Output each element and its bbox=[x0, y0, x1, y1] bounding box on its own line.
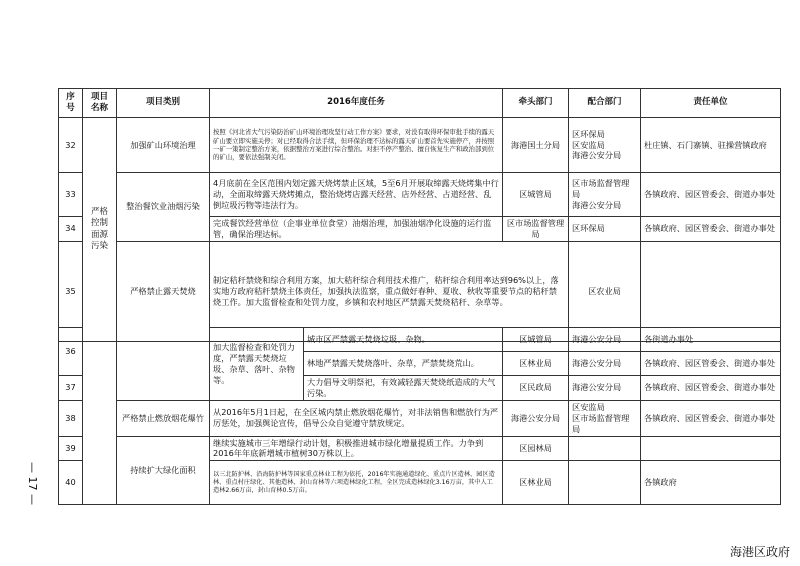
responsible-cell: 各镇政府、园区管委会、街道办事处 bbox=[641, 217, 781, 242]
partner-dept-cell: 海港公安分局 bbox=[569, 376, 641, 401]
partner-dept-cell bbox=[569, 461, 641, 505]
subcategory-cell: 加大监督检查和处罚力度，严禁露天焚烧垃圾、杂草、落叶、杂物等。 bbox=[210, 328, 304, 401]
row-number: 40 bbox=[59, 461, 83, 505]
task-cell: 城市区严禁露天焚烧垃圾、杂物。 bbox=[304, 328, 503, 352]
row-number: 34 bbox=[59, 217, 83, 242]
partner-dept-cell: 区环保局 bbox=[569, 217, 641, 242]
row-number: 35 bbox=[59, 241, 83, 341]
partner-dept-cell: 区市场监督管理局 海港公安分局 bbox=[569, 173, 641, 217]
lead-dept-cell: 区园林局 bbox=[503, 436, 569, 461]
task-cell: 完成餐饮经营单位（企事业单位食堂）油烟治理，加强油烟净化设施的运行监管，确保治理达标。 bbox=[210, 217, 503, 242]
row-number: 39 bbox=[59, 436, 83, 461]
lead-dept-cell: 区林业局 bbox=[503, 352, 569, 376]
responsible-cell: 各镇政府、园区管委会、街道办事处 bbox=[641, 376, 781, 401]
partner-dept-cell: 区环保局 区安监局 海港公安分局 bbox=[569, 118, 641, 173]
header-category: 项目类别 bbox=[117, 89, 210, 118]
row-number: 38 bbox=[59, 400, 83, 436]
partner-dept-cell bbox=[569, 436, 641, 461]
group-name: 严格 控制 面源 污染 bbox=[83, 118, 117, 342]
government-name: 海港区政府 bbox=[729, 545, 790, 559]
task-cell: 从2016年5月1日起，在全区城内禁止燃放烟花爆竹，对非法销售和燃放行为严厉惩处，加强舆论宣传，倡导公众自觉遵守禁放规定。 bbox=[210, 400, 503, 436]
lead-dept-cell: 海港国土分局 bbox=[503, 118, 569, 173]
responsible-cell: 各镇政府、园区管委会、街道办事处 bbox=[641, 400, 781, 436]
page-number: — 17 — bbox=[26, 462, 39, 505]
task-cell: 大力倡导文明祭祀，有效减轻露天焚烧纸造成的大气污染。 bbox=[304, 376, 503, 401]
row-number: 33 bbox=[59, 173, 83, 217]
header-task: 2016年度任务 bbox=[210, 89, 503, 118]
header-lead-dept: 牵头部门 bbox=[503, 89, 569, 118]
responsible-cell: 杜庄镇、石门寨镇、驻操营镇政府 bbox=[641, 118, 781, 173]
task-cell: 制定秸秆禁烧和综合利用方案，加大秸秆综合利用技术推广，秸秆综合利用率达到96%以上，落实地方政府秸秆禁烧主体责任，加强执法监察，重点做好春种、夏收、秋收等重要节点的秸秆禁烧工作。加大监督检查和处罚力度，乡镇和农村地区严禁露天焚烧秸秆、杂草等。 bbox=[210, 241, 569, 341]
row-number: 37 bbox=[59, 376, 83, 401]
lead-dept-cell: 区市场监督管理局 bbox=[503, 217, 569, 242]
task-cell: 以三北防护林、沿海防护林等国家重点林业工程为依托，2016年实施通道绿化、重点片区造林、园区造林、重点村庄绿化、其他造林、封山育林等六项造林绿化工程，全区完成造林绿化3.16万亩，其中人工造林2.66万亩，封山育林0.5万亩。 bbox=[210, 461, 503, 505]
table-row bbox=[59, 173, 781, 217]
header-serial: 序 号 bbox=[59, 89, 83, 118]
row-number: 32 bbox=[59, 118, 83, 173]
table-header-row bbox=[59, 89, 781, 118]
table-row bbox=[59, 400, 781, 436]
category-cell: 严格禁止露天焚烧 bbox=[117, 241, 210, 341]
partner-dept-cell: 海港公安分局 bbox=[569, 328, 641, 352]
lead-dept-cell: 区民政局 bbox=[503, 376, 569, 401]
partner-dept-cell: 区安监局 区市场监督管理局 bbox=[569, 400, 641, 436]
table-row bbox=[59, 436, 781, 461]
responsible-cell: 各镇政府、园区管委会、街道办事处 bbox=[641, 173, 781, 217]
responsible-cell: 各镇政府 bbox=[641, 461, 781, 505]
task-cell: 按照《河北省大气污染防治矿山环境治理攻坚行动工作方案》要求，对没有取得环保审批手续的露天矿山要立即实施关停；对已经取得合法手续，但环保治理不达标的露天矿山要首先实施停产，并按照一矿一策制定整治方案，依据整治方案进行综合整治。对拒不停产整治、擅自恢复生产和政治部到位的矿山，要依法强制关闭。 bbox=[210, 118, 503, 173]
responsible-cell: 各街道办事处 bbox=[641, 328, 781, 352]
lead-dept-cell: 区城管局 bbox=[503, 328, 569, 352]
partner-dept-cell: 海港公安分局 bbox=[569, 352, 641, 376]
task-cell: 林地严禁露天焚烧落叶、杂草，严禁焚烧荒山。 bbox=[304, 352, 503, 376]
category-cell: 严格禁止燃放烟花爆竹 bbox=[117, 400, 210, 436]
responsible-cell bbox=[641, 436, 781, 461]
lead-dept-cell: 区林业局 bbox=[503, 461, 569, 505]
category-cell: 加强矿山环境治理 bbox=[117, 118, 210, 173]
table-row bbox=[59, 118, 781, 173]
header-responsible: 责任单位 bbox=[641, 89, 781, 118]
lead-dept-cell: 区城管局 bbox=[503, 173, 569, 217]
header-project-name: 项目 名称 bbox=[83, 89, 117, 118]
category-cell: 持续扩大绿化面积 bbox=[117, 436, 210, 505]
task-cell: 4月底前在全区范围内划定露天烧烤禁止区域，5至6月开展取缔露天烧烤集中行动，全面取缔露天烧烤摊点，整治烧烤店露天经营、店外经营、占道经营、乱倒垃圾污物等违法行为。 bbox=[210, 173, 503, 217]
lead-dept-cell: 海港公安分局 bbox=[503, 400, 569, 436]
row-number: 36 bbox=[59, 328, 83, 376]
lead-dept-cell: 区农业局 bbox=[569, 241, 641, 341]
header-partner-dept: 配合部门 bbox=[569, 89, 641, 118]
category-cell: 整治餐饮业油烟污染 bbox=[117, 173, 210, 242]
task-cell: 继续实施城市三年增绿行动计划，积极推进城市绿化增量提质工作。力争到2016年年底新增城市植树30万株以上。 bbox=[210, 436, 503, 461]
task-table bbox=[58, 88, 781, 342]
responsible-cell: 各镇政府、园区管委会、街道办事处 bbox=[641, 352, 781, 376]
task-table-continued bbox=[58, 327, 781, 505]
table-row bbox=[59, 328, 781, 352]
